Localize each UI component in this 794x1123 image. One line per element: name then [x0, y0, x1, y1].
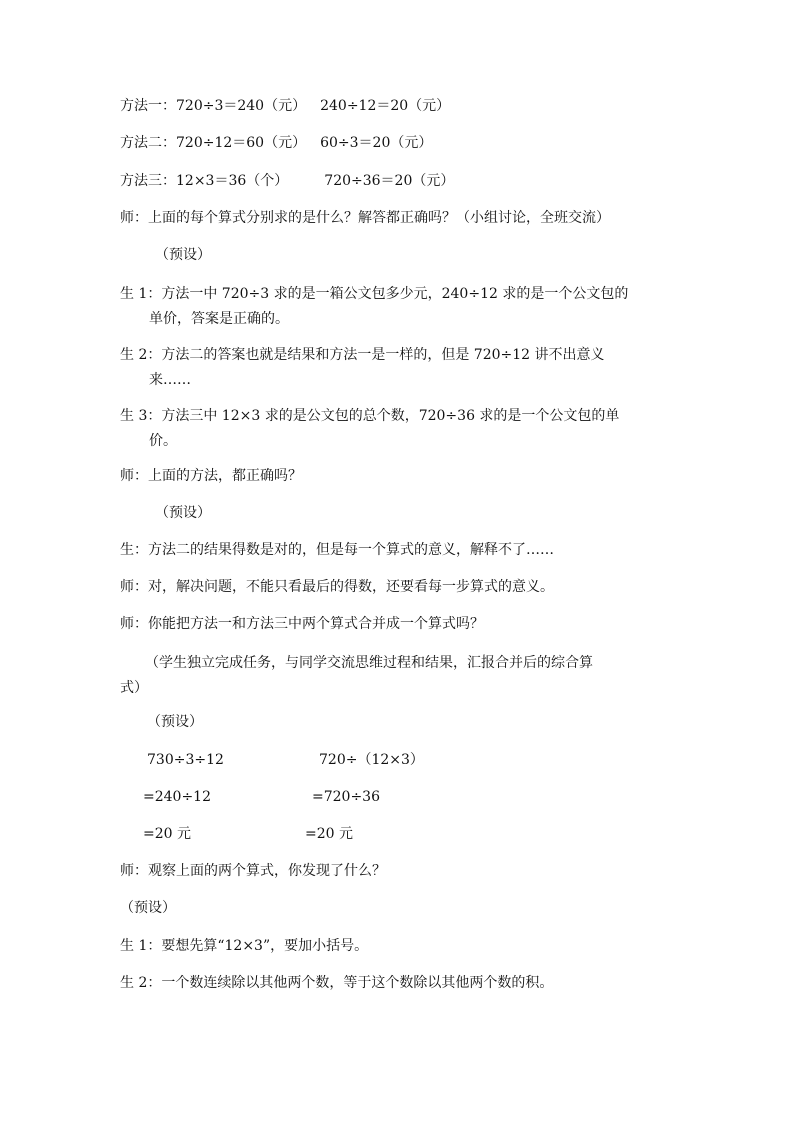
method-3-expr-1: 12×3＝36（个） — [176, 173, 289, 189]
teacher-question-2: 师：上面的方法，都正确吗？ — [120, 468, 302, 484]
student-answer-3-cont: 价。 — [149, 433, 177, 449]
calc-left-step-3: =20 元 — [143, 826, 191, 842]
student-answer-5: 生 1：要想先算“12×3”，要加小括号。 — [120, 938, 369, 954]
preset-label-3: （预设） — [147, 714, 203, 730]
method-2-label: 方法二： — [120, 135, 176, 151]
calc-right-step-2: =720÷36 — [312, 789, 380, 805]
student-answer-2-cont: 来…… — [149, 372, 191, 388]
preset-label-4: （预设） — [120, 900, 176, 916]
method-1-label: 方法一： — [120, 98, 176, 114]
preset-label-1: （预设） — [155, 247, 211, 263]
method-1-expr-1: 720÷3＝240（元） — [176, 98, 307, 114]
student-answer-4: 生：方法二的结果得数是对的，但是每一个算式的意义，解释不了…… — [120, 542, 554, 558]
teacher-question-1: 师：上面的每个算式分别求的是什么？解答都正确吗？（小组讨论，全班交流） — [120, 210, 610, 226]
calc-right-step-1: 720÷（12×3） — [319, 752, 424, 768]
calc-left-step-1: 730÷3÷12 — [147, 752, 224, 768]
calc-right-step-3: =20 元 — [305, 826, 353, 842]
student-task-note — [120, 651, 680, 701]
method-2-expr-1: 720÷12＝60（元） — [176, 135, 307, 151]
student-answer-2-first: 生 2：方法二的答案也就是结果和方法一是一样的，但是 720÷12 讲不出意义 — [120, 347, 605, 363]
preset-label-2: （预设） — [155, 505, 211, 521]
student-task-note-cont: 式） — [120, 680, 148, 696]
calc-left-step-2: =240÷12 — [143, 789, 211, 805]
student-answer-1-cont: 单价，答案是正确的。 — [149, 311, 289, 327]
method-3-line — [120, 171, 454, 191]
student-answer-1 — [120, 282, 680, 332]
student-answer-6: 生 2：一个数连续除以其他两个数，等于这个数除以其他两个数的积。 — [120, 975, 554, 991]
teacher-question-4: 师：观察上面的两个算式，你发现了什么？ — [120, 863, 386, 879]
teacher-statement-1: 师：对，解决问题，不能只看最后的得数，还要看每一步算式的意义。 — [120, 579, 554, 595]
student-answer-3-first: 生 3：方法三中 12×3 求的是公文包的总个数，720÷36 求的是一个公文包的单 — [120, 408, 620, 424]
student-answer-1-first: 生 1：方法一中 720÷3 求的是一箱公文包多少元，240÷12 求的是一个公文包的 — [120, 286, 629, 302]
teacher-question-3: 师：你能把方法一和方法三中两个算式合并成一个算式吗？ — [120, 616, 484, 632]
method-3-expr-2: 720÷36＝20（元） — [324, 173, 455, 189]
method-3-label: 方法三： — [120, 173, 176, 189]
method-2-line — [120, 133, 432, 153]
method-1-expr-2: 240÷12＝20（元） — [320, 98, 451, 114]
student-answer-2 — [120, 343, 680, 393]
student-task-note-first: （学生独立完成任务，与同学交流思维过程和结果，汇报合并后的综合算 — [145, 655, 593, 671]
method-2-expr-2: 60÷3＝20（元） — [320, 135, 433, 151]
method-1-line — [120, 96, 450, 116]
student-answer-3 — [120, 404, 680, 454]
